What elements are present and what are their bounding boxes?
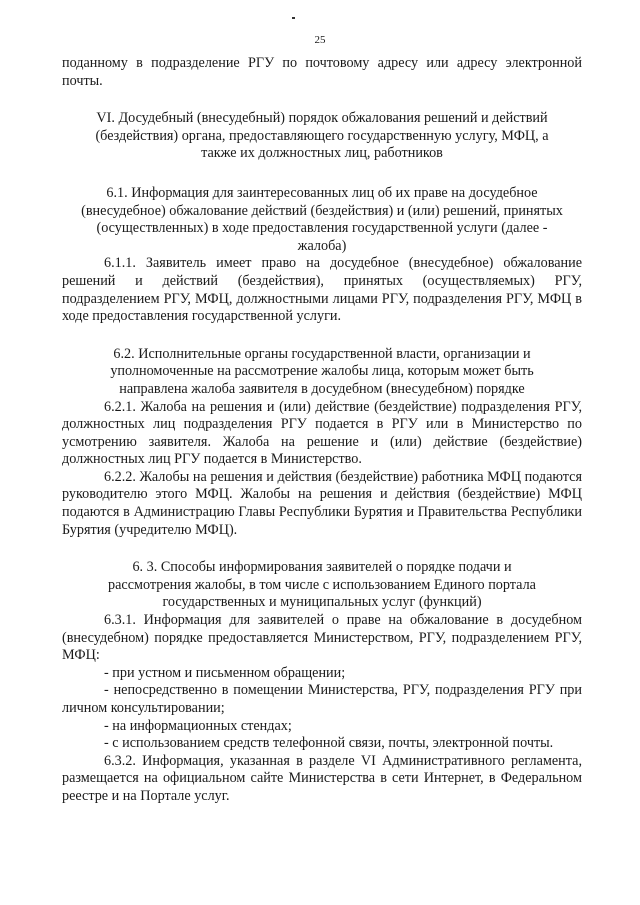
paragraph-6-3-1: 6.3.1. Информация для заявителей о праве на обжалование в досудебном (внесудебном) порядке предоставляется Министерством, РГУ, подразделением РГУ, МФЦ: <box>62 612 582 664</box>
scan-mark <box>292 17 295 19</box>
subsection-heading-6-2: 6.2. Исполнительные органы государственной власти, организации и уполномоченные на рассмотрение жалобы лица, которым может быть направлена жалоба заявителя в досудебном (внесудебном) порядке <box>110 345 534 397</box>
paragraph-6-2-1: 6.2.1. Жалоба на решения и (или) действие (бездействие) подразделения РГУ, должностных лиц подразделения РГУ подается в РГУ или в Министерство по усмотрению заявителя. Жалоба на решение и (или) действие (бездействие) должностных лиц РГУ подается в Министерство. <box>62 398 582 468</box>
list-item: - при устном и письменном обращении; <box>104 664 346 681</box>
paragraph-6-3-2: 6.3.2. Информация, указанная в разделе VI Административного регламента, размещается на официальном сайте Министерства в сети Интернет, в Федеральном реестре и на Портале услуг. <box>62 752 582 804</box>
document-body <box>62 55 582 806</box>
list-item: - с использованием средств телефонной связи, почты, электронной почты. <box>104 735 554 752</box>
subsection-heading-6-1: 6.1. Информация для заинтересованных лиц об их праве на досудебное (внесудебное) обжалование действий (бездействия) и (или) решений, принятых (осуществленных) в ходе предоставления государственной услуги (далее - жалоба) <box>81 184 563 254</box>
paragraph-continuation: поданному в подразделение РГУ по почтовому адресу или адресу электронной почты. <box>62 55 582 89</box>
section-heading-vi: VI. Досудебный (внесудебный) порядок обжалования решений и действий (бездействия) органа, предоставляющего государственную услугу, МФЦ, а также их должностных лиц, работников <box>95 110 549 162</box>
list-item: - непосредственно в помещении Министерства, РГУ, подразделения РГУ при личном консультировании; <box>62 682 582 716</box>
list-item: - на информационных стендах; <box>104 717 292 734</box>
paragraph-6-1-1: 6.1.1. Заявитель имеет право на досудебное (внесудебное) обжалование решений и действий (бездействия), принятых (осуществляемых) РГУ, подразделением РГУ, МФЦ, должностными лицами РГУ, подразделения РГУ, МФЦ в ходе предоставления государственной услуги. <box>62 255 582 325</box>
paragraph-6-2-2: 6.2.2. Жалобы на решения и действия (бездействие) работника МФЦ подаются руководителю этого МФЦ. Жалобы на решения и действия (бездействие) МФЦ подаются в Администрацию Главы Республики Бурятия и Правительства Республики Бурятия (учредителю МФЦ). <box>62 468 582 538</box>
page-number: 25 <box>314 34 326 46</box>
subsection-heading-6-3: 6. 3. Способы информирования заявителей о порядке подачи и рассмотрения жалобы, в том числе с использованием Единого портала государственных и муниципальных услуг (функций) <box>108 559 536 611</box>
